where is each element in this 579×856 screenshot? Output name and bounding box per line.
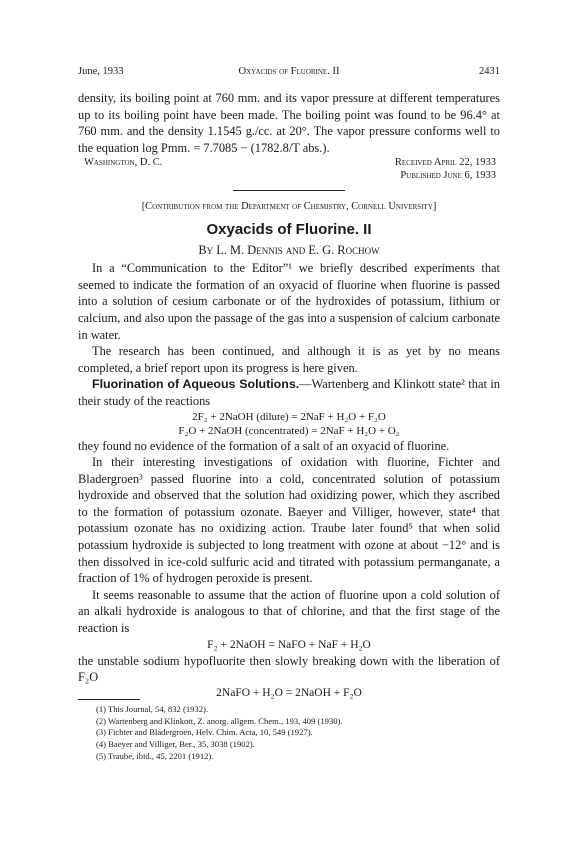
equation-2: F₂O + 2NaOH (concentrated) = 2NaF + H₂O + O₂ xyxy=(178,424,400,437)
page-body xyxy=(78,90,500,763)
footnote-rule xyxy=(78,699,140,700)
running-header xyxy=(78,66,500,80)
footnotes xyxy=(78,704,500,763)
footnote-5: (5) Traube, ibid., 45, 2201 (1912). xyxy=(96,751,214,761)
section-divider xyxy=(233,190,345,191)
prev-article-dates xyxy=(395,156,496,182)
article-title: Oxyacids of Fluorine. II xyxy=(206,220,372,238)
received-date: Received April 22, 1933 xyxy=(394,157,496,169)
paragraph-assumption: It seems reasonable to assume that the action of fluorine upon a cold solution of an alkali hydroxide is analogous to that of chlorine, and that the first stage of the reaction is xyxy=(78,587,500,636)
footnote-4: (4) Baeyer and Villiger, Ber., 35, 3038 (1902). xyxy=(96,739,255,750)
contribution-line: [Contribution from the Department of Chemistry, Cornell University] xyxy=(141,201,437,213)
header-page-number: 2431 xyxy=(479,66,500,77)
prev-article-text: density, its boiling point at 760 mm. and its vapor pressure at different temperatures up to its boiling point have been made. The boiling point was found to be 96.4° at 760 mm. and the density 1.1545 g./cc. at 20°. The vapor pressure conforms well to the equation log Pmm. = 7.7085 − (1782.8/T abs.). xyxy=(78,91,500,155)
header-running-title: Oxyacids of Fluorine. II xyxy=(238,66,340,77)
paragraph-fluorination xyxy=(78,376,500,409)
equation-3: F₂ + 2NaOH = NaFO + NaF + H₂O xyxy=(207,638,371,651)
footnote-1: (1) This Journal, 54, 832 (1932). xyxy=(96,703,209,714)
published-date: Published June 6, 1933 xyxy=(400,170,496,182)
equation-1: 2F₂ + 2NaOH (dilute) = 2NaF + H₂O + F₂O xyxy=(192,410,386,423)
paragraph-continued: The research has been continued, and although it is as yet by no means completed, a brief report upon its progress is here given. xyxy=(78,344,500,375)
paragraph-hypofluorite: the unstable sodium hypofluorite then slowly breaking down with the liberation of F₂O xyxy=(78,653,500,685)
paragraph-oxidation: In their interesting investigations of oxidation with fluorine, Fichter and Bladergroen³ passed fluorine into a cold, concentrated solution of potassium hydroxide and observed that the solution had oxidizing power, which they ascribed to the formation of potassium ozonate. Baeyer and Villiger, however, state⁴ that potassium ozonate has no oxidizing action. Traube later found⁵ that when solid potassium hydroxide is subjected to long treatment with ozone at about −12° and is then dissolved in ice-cold sulfuric acid and titrated with potassium permanganate, a fraction of 1% of hydrogen peroxide is present. xyxy=(78,455,500,586)
paragraph-no-evidence: they found no evidence of the formation of a salt of an oxyacid of fluorine. xyxy=(78,438,450,453)
footnote-2: (2) Wartenberg and Klinkott, Z. anorg. allgem. Chem., 193, 409 (1930). xyxy=(96,715,343,726)
section-heading: Fluorination of Aqueous Solutions. xyxy=(92,377,300,392)
article-authors: By L. M. Dennis and E. G. Rochow xyxy=(198,242,380,257)
header-date: June, 1933 xyxy=(78,66,124,77)
paragraph-fluorination-text: —Wartenberg and Klinkott state² that in their study of the reactions xyxy=(78,377,500,408)
equation-4: 2NaFO + H₂O = 2NaOH + F₂O xyxy=(216,686,362,699)
paragraph-intro: In a “Communication to the Editor”¹ we briefly described experiments that seemed to indicate the formation of an oxyacid of fluorine when fluorine is passed into a solution of cesium carbonate or of the hydroxides of potassium, lithium or calcium, and also upon the passage of the gas into a suspension of calcium carbonate in water. xyxy=(78,261,500,342)
prev-article-location: Washington, D. C. xyxy=(84,157,163,169)
footnote-3: (3) Fichter and Bladergroen, Helv. Chim. Acta, 10, 549 (1927). xyxy=(96,727,313,738)
prev-article-signature xyxy=(78,156,500,184)
